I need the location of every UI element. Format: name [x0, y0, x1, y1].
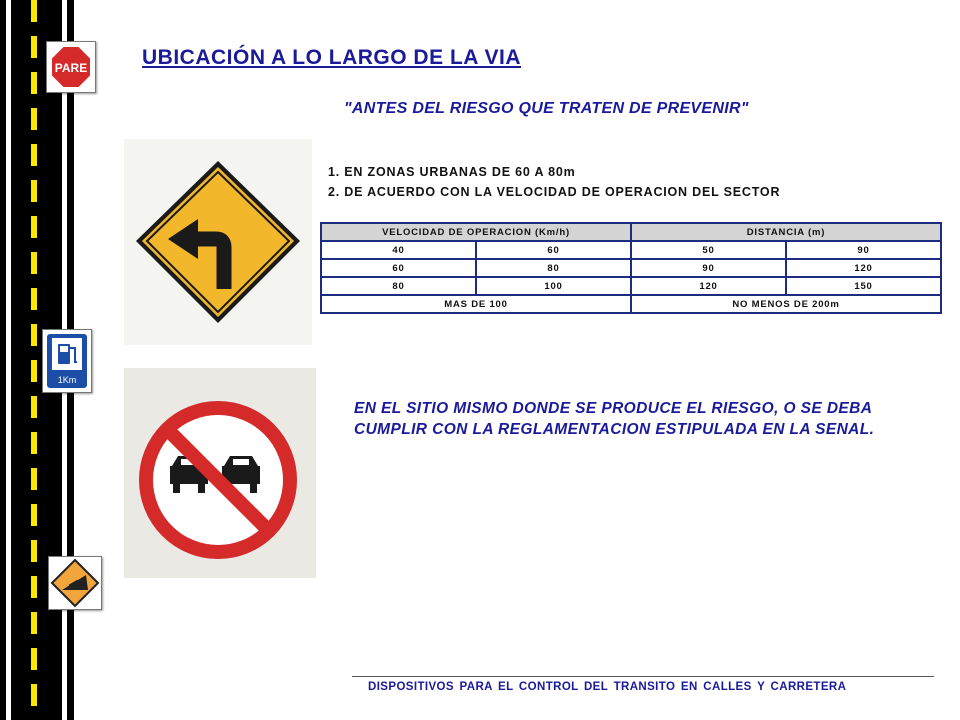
- table-cell-speed-over: MAS DE 100: [321, 295, 631, 313]
- table-cell: 150: [786, 277, 941, 295]
- table-cell: 60: [476, 241, 631, 259]
- left-turn-arrow-icon: [124, 139, 312, 345]
- stop-sign-thumbnail: [46, 41, 96, 93]
- table-cell: 90: [786, 241, 941, 259]
- at-risk-placement-text: EN EL SITIO MISMO DONDE SE PRODUCE EL RIESGO, O SE DEBA CUMPLIR CON LA REGLAMENTACION ESTIPULADA EN LA SENAL.: [354, 400, 875, 438]
- table-row: [321, 277, 941, 295]
- slope-warning-icon: [49, 557, 101, 609]
- subtitle-before-risk: "ANTES DEL RIESGO QUE TRATEN DE PREVENIR": [344, 100, 749, 117]
- fuel-station-icon: [43, 330, 91, 392]
- page-title: UBICACIÓN A LO LARGO DE LA VIA: [142, 46, 521, 69]
- road-center-dashes: [31, 0, 37, 720]
- header-operating-speed: VELOCIDAD DE OPERACION (Km/h): [321, 223, 631, 241]
- rule-urban-zones: 1. EN ZONAS URBANAS DE 60 A 80m: [328, 165, 576, 179]
- header-distance: DISTANCIA (m): [631, 223, 941, 241]
- table-cell: 60: [321, 259, 476, 277]
- no-overtaking-icon: [124, 368, 316, 578]
- speed-distance-table: [320, 222, 942, 314]
- footer-divider: [352, 676, 934, 677]
- rule-operating-speed: 2. DE ACUERDO CON LA VELOCIDAD DE OPERACION DEL SECTOR: [328, 185, 781, 199]
- table-cell: 100: [476, 277, 631, 295]
- no-overtaking-sign-photo: [124, 368, 316, 578]
- stop-sign-icon: [47, 42, 95, 92]
- road-edge-line-left: [6, 0, 11, 720]
- turn-warning-sign-photo: [124, 139, 312, 345]
- placement-rules: [328, 162, 780, 202]
- table-row: [321, 295, 941, 313]
- table-cell: 120: [786, 259, 941, 277]
- table-cell: 90: [631, 259, 786, 277]
- table-cell: 40: [321, 241, 476, 259]
- table-header-row: [321, 223, 941, 241]
- table-cell: 50: [631, 241, 786, 259]
- table-cell: 80: [476, 259, 631, 277]
- table-row: [321, 259, 941, 277]
- fuel-distance-text: 1Km: [57, 375, 77, 385]
- fuel-sign-thumbnail: [42, 329, 92, 393]
- table-row: [321, 241, 941, 259]
- slope-warning-thumbnail: [48, 556, 102, 610]
- footer-text: DISPOSITIVOS PARA EL CONTROL DEL TRANSITO EN CALLES Y CARRETERA: [368, 681, 847, 693]
- table-cell: 80: [321, 277, 476, 295]
- table-cell: 120: [631, 277, 786, 295]
- stop-sign-text: PARE: [54, 61, 88, 75]
- table-cell-min-distance: NO MENOS DE 200m: [631, 295, 941, 313]
